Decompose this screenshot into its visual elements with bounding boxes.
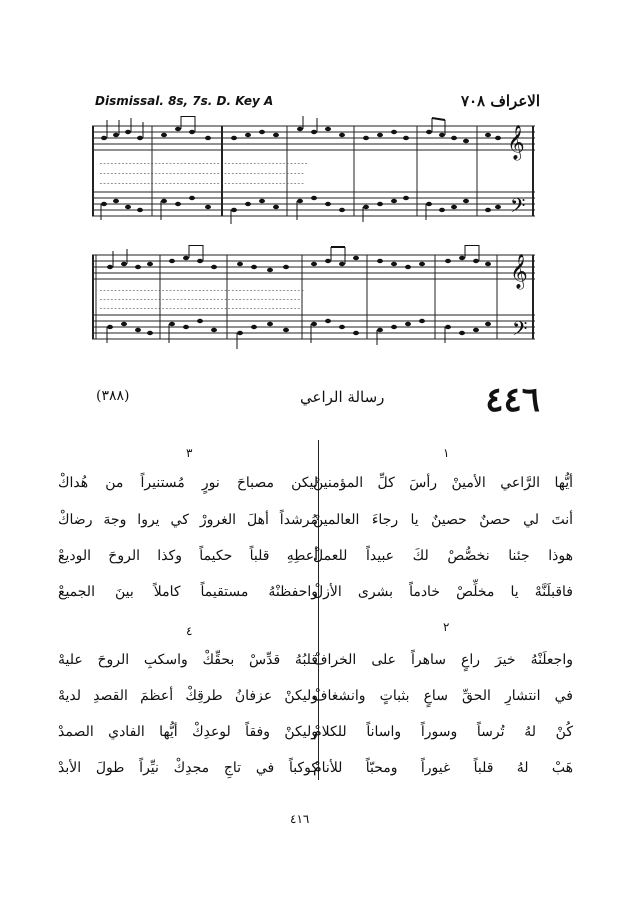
stanza-3-line-1: ليكن مصباحَ نورٍ مُستنيراً من هُداكْ: [58, 475, 318, 491]
stanza-3-line-3: أعطِهِ قلباً حكيماً وكذا الروحَ الوديعْ: [58, 548, 318, 564]
stanza-number-3: ٣: [186, 446, 193, 460]
stanza-4-line-1: قلبُهُ قدِّسْ بحقِّكْ واسكبِ الروحَ عليهْ: [58, 652, 318, 668]
music-score-system-2: [92, 245, 535, 355]
stanza-number-1: ١: [443, 446, 450, 460]
stanza-number-4: ٤: [186, 624, 193, 638]
svg-text:ـ ـ ـ ـ ـ ـ ـ ـ ـ ـ ـ ـ ـ ـ ـ: ـ ـ ـ ـ ـ ـ ـ ـ ـ ـ ـ ـ ـ ـ ـ ـ ـ ـ ـ ـ ـ ـ ـ ـ ـ ـ ـ ـ ـ ـ ـ ـ ـ ـ ـ ـ ـ ـ ـ ـ ـ ـ ـ ـ ـ ـ ـ ـ ـ ـ ـ ـ ـ ـ ـ: [100, 295, 300, 302]
stanza-1-line-2: أنتَ لي حصنٌ حصينٌ يا رجاءَ العالمينْ: [313, 512, 573, 528]
stanza-4-line-2: وليكنْ عزفانُ طرقِكْ أعظمَ القصدِ لديهْ: [58, 688, 318, 704]
music-score-image-2: [92, 245, 535, 355]
tune-name: الاعراف ٧٠٨: [460, 92, 540, 110]
stanza-2-line-4: هَبْ لهُ قلباً غيوراً ومحبّاً للأنامْ: [313, 760, 573, 776]
stanza-3-line-2: مُرشداً أهلَ الغرورْ كي يروا وجهَ رضاكْ: [58, 512, 318, 528]
hymn-reference-number: (٣٨٨): [96, 388, 130, 404]
svg-text:ـ ـ ـ ـ ـ ـ ـ ـ ـ ـ ـ ـ ـ ـ ـ: ـ ـ ـ ـ ـ ـ ـ ـ ـ ـ ـ ـ ـ ـ ـ ـ ـ ـ ـ ـ ـ ـ ـ ـ ـ ـ ـ ـ ـ ـ ـ ـ ـ ـ ـ ـ ـ ـ ـ ـ ـ ـ ـ ـ ـ ـ ـ ـ ـ ـ ـ ـ ـ ـ ـ ـ ـ: [100, 159, 307, 166]
svg-text:𝄢: 𝄢: [512, 317, 528, 345]
tune-meter-key: Dismissal. 8s, 7s. D. Key A: [95, 94, 274, 108]
stanza-4-line-4: كوكباً في تاجِ مجدِكْ نيِّراً طولَ الأبدْ: [58, 760, 318, 776]
stanza-4-line-3: وليكنْ وفقاً لوعدِكْ أيُّها الفادي الصمدْ: [58, 724, 318, 740]
stanza-2-line-2: في انتشارِ الحقِّ ساعٍ بثباتٍ وانشغافْ: [313, 688, 573, 704]
svg-text:𝄞: 𝄞: [510, 254, 528, 289]
svg-text:𝄞: 𝄞: [507, 125, 525, 160]
hymn-number: ٤٤٦: [485, 380, 540, 420]
hymn-title: رسالة الراعي: [300, 388, 385, 406]
stanza-1-line-3: هوذا جئنا نخصُّصْ لكَ عبيداً للعملْ: [313, 548, 573, 564]
stanza-1-line-1: أيُّها الرَّاعي الأمينْ رأسَ كلِّ المؤمنينْ: [313, 475, 573, 491]
stanza-2-line-1: واجعلَنْهُ خيرَ راعٍ ساهراً على الخرافْ: [313, 652, 573, 668]
svg-text:ـ ـ ـ ـ ـ ـ ـ ـ ـ ـ ـ ـ ـ ـ ـ: ـ ـ ـ ـ ـ ـ ـ ـ ـ ـ ـ ـ ـ ـ ـ ـ ـ ـ ـ ـ ـ ـ ـ ـ ـ ـ ـ ـ ـ ـ ـ ـ ـ ـ ـ ـ ـ ـ ـ ـ ـ ـ ـ ـ ـ ـ ـ ـ ـ ـ ـ ـ ـ ـ ـ ـ: [100, 179, 304, 186]
stanza-number-2: ٢: [443, 620, 450, 634]
stanza-3-line-4: واحفظنْهُ مستقيماً كاملاً بينَ الجميعْ: [58, 584, 318, 600]
stanza-2-line-3: كُنْ لهُ تُرساً وسوراً واساناً للكلامْ: [313, 724, 573, 740]
hymn-title-row: [90, 380, 540, 420]
music-score-system-1: [92, 116, 535, 226]
svg-text:𝄢: 𝄢: [510, 194, 526, 222]
page-number: ٤١٦: [290, 812, 310, 826]
svg-text:ـ ـ ـ ـ ـ ـ ـ ـ ـ ـ ـ ـ ـ ـ ـ: ـ ـ ـ ـ ـ ـ ـ ـ ـ ـ ـ ـ ـ ـ ـ ـ ـ ـ ـ ـ ـ ـ ـ ـ ـ ـ ـ ـ ـ ـ ـ ـ ـ ـ ـ ـ ـ ـ ـ ـ ـ ـ ـ ـ ـ ـ ـ ـ ـ ـ ـ ـ ـ ـ ـ: [100, 304, 300, 311]
page-header: [0, 94, 640, 116]
svg-text:ـ ـ ـ ـ ـ ـ ـ ـ ـ ـ ـ ـ ـ ـ ـ: ـ ـ ـ ـ ـ ـ ـ ـ ـ ـ ـ ـ ـ ـ ـ ـ ـ ـ ـ ـ ـ ـ ـ ـ ـ ـ ـ ـ ـ ـ ـ ـ ـ ـ ـ ـ ـ ـ ـ ـ ـ ـ ـ ـ ـ ـ ـ ـ ـ ـ ـ ـ ـ ـ ـ ـ: [100, 169, 304, 176]
svg-text:ـ ـ ـ ـ ـ ـ ـ ـ ـ ـ ـ ـ ـ ـ ـ: ـ ـ ـ ـ ـ ـ ـ ـ ـ ـ ـ ـ ـ ـ ـ ـ ـ ـ ـ ـ ـ ـ ـ ـ ـ ـ ـ ـ ـ ـ ـ ـ ـ ـ ـ ـ ـ ـ ـ ـ ـ ـ ـ ـ ـ ـ ـ ـ ـ ـ ـ ـ ـ ـ ـ ـ: [100, 286, 304, 293]
music-score-image-1: [92, 116, 535, 226]
stanza-1-line-4: فاقبلَنَّهْ يا مخلِّصْ خادماً بشرى الأزلْ: [313, 584, 573, 600]
